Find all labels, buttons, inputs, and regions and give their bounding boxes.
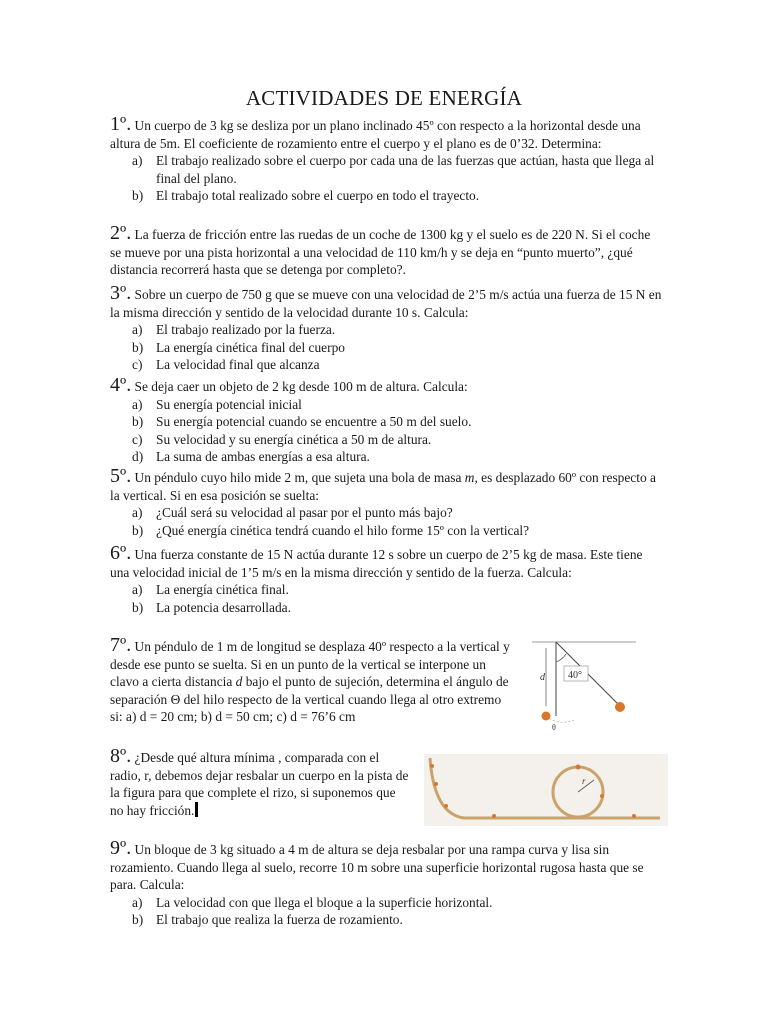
radius-label: r: [582, 776, 586, 786]
pendulum-figure: [528, 636, 640, 736]
question-text: La fuerza de fricción entre las ruedas de un coche de 1300 kg y el suelo es de 220 N. Si el coche se mueve por una pista horizontal a una velocidad de 110 km/h y se deja en “punto muerto”, ¿qué distancia recorrerá hasta que se detenga por completo?.: [110, 227, 651, 278]
question-5: [110, 465, 663, 539]
page-title: ACTIVIDADES DE ENERGÍA: [245, 86, 523, 110]
sub-question-text: La energía cinética final.: [156, 582, 289, 598]
question-text: bajo el punto de sujeción, determina el ángulo de separación Θ del hilo respecto de la vertical cuando llega al otro extremo si: a) d = 20 cm; b) d = 50 cm; c) d = 76’6 cm: [110, 674, 509, 725]
sub-question-text: El trabajo realizado sobre el cuerpo por cada una de las fuerzas que actúan, hasta que llega al final del plano.: [156, 153, 655, 186]
question-text: Un péndulo cuyo hilo mide 2 m, que sujeta una bola de masa: [131, 470, 465, 485]
sub-question-label: a): [132, 396, 143, 412]
sub-question: [110, 396, 663, 414]
sub-question-list: [110, 894, 663, 929]
question-8: [110, 745, 410, 819]
sub-question: [110, 152, 663, 187]
sub-question-label: b): [132, 414, 144, 430]
loop-track-figure: [424, 754, 668, 826]
question-7-statement: [110, 634, 515, 726]
sub-question: [110, 581, 663, 599]
theta-label: θ: [552, 723, 556, 732]
sub-question-text: Su energía potencial cuando se encuentre a 50 m del suelo.: [156, 414, 472, 430]
question-text: Un bloque de 3 kg situado a 4 m de altura se deja resbalar por una rampa curva y lisa sin rozamiento. Cuando llega al suelo, recorre 10 m sobre una superficie horizontal rugosa hasta que se para. Calcula:: [110, 842, 644, 893]
sub-question: [110, 356, 663, 374]
question-8-statement: [110, 745, 410, 819]
sub-question: [110, 339, 663, 357]
sub-question-label: c): [132, 357, 143, 373]
pendulum-ball-right: [615, 702, 625, 712]
question-3-statement: [110, 282, 663, 321]
sub-question-label: a): [132, 505, 143, 521]
question-2: [110, 222, 663, 279]
question-4-statement: [110, 374, 663, 396]
question-text: ¿Desde qué altura mínima , comparada con el radio, r, debemos dejar resbalar un cuerpo en la pista de la figura para que complete el rizo, si suponemos que no hay fricción.: [110, 750, 409, 818]
sub-question-text: El trabajo que realiza la fuerza de rozamiento.: [156, 912, 403, 928]
sub-question-list: [110, 396, 663, 466]
sub-question-text: La velocidad final que alcanza: [156, 357, 320, 373]
sub-question-label: a): [132, 153, 143, 169]
mass-symbol: m: [464, 470, 475, 485]
track-ball: [434, 782, 438, 786]
sub-question-text: ¿Cuál será su velocidad al pasar por el punto más bajo?: [156, 505, 453, 521]
question-9-statement: [110, 837, 663, 894]
sub-question-label: c): [132, 431, 143, 447]
sub-question-text: El trabajo realizado por la fuerza.: [156, 322, 336, 338]
sub-question-label: b): [132, 339, 144, 355]
sub-question: [110, 448, 663, 466]
question-text: Una fuerza constante de 15 N actúa durante 12 s sobre un cuerpo de 2’5 kg de masa. Este tiene una velocidad inicial de 1’5 m/s en la misma dirección y sentido de la fuerza. Calcula:: [110, 547, 643, 580]
sub-question: [110, 413, 663, 431]
sub-question: [110, 187, 663, 205]
angle-label: 40°: [568, 670, 582, 681]
track-ball: [576, 765, 581, 770]
question-number: 6º.: [110, 542, 132, 564]
question-text: Un péndulo de 1 m de longitud se desplaza 40º respecto a la vertical y desde ese punto se suelta. Si en un punto de la vertical se interpone un clavo a cierta distancia: [110, 639, 510, 690]
question-1-statement: [110, 113, 663, 152]
track-ball: [492, 814, 496, 818]
angle-arc: [556, 654, 566, 662]
question-number: 8º.: [110, 745, 132, 767]
distance-label: d: [540, 672, 545, 683]
sub-question: [110, 894, 663, 912]
sub-question-label: a): [132, 582, 143, 598]
sub-question-text: La energía cinética final del cuerpo: [156, 339, 345, 355]
sub-question: [110, 911, 663, 929]
question-2-statement: [110, 222, 663, 279]
question-6: [110, 542, 663, 616]
question-number: 4º.: [110, 374, 132, 396]
sub-question-label: b): [132, 599, 144, 615]
question-4: [110, 374, 663, 466]
sub-question: [110, 599, 663, 617]
question-text: Se deja caer un objeto de 2 kg desde 100 m de altura. Calcula:: [131, 379, 468, 394]
sub-question-text: El trabajo total realizado sobre el cuerpo en todo el trayecto.: [156, 188, 480, 204]
question-number: 1º.: [110, 113, 132, 135]
question-5-statement: [110, 465, 663, 504]
pendulum-ball-left: [542, 712, 551, 721]
sub-question: [110, 431, 663, 449]
sub-question-text: ¿Qué energía cinética tendrá cuando el hilo forme 15º con la vertical?: [156, 522, 530, 538]
track-ball: [632, 814, 636, 818]
question-number: 3º.: [110, 282, 132, 304]
sub-question: [110, 321, 663, 339]
sub-question-label: a): [132, 894, 143, 910]
sub-question-text: Su energía potencial inicial: [156, 396, 302, 412]
question-text: , es desplazado 60º con respecto a la vertical. Si en esa posición se suelta:: [110, 470, 656, 503]
distance-symbol: d: [235, 674, 243, 690]
track-ball: [430, 764, 434, 768]
figure-background: [424, 754, 668, 826]
sub-question-list: [110, 321, 663, 374]
text-cursor: [195, 802, 198, 817]
sub-question-text: La velocidad con que llega el bloque a la superficie horizontal.: [156, 894, 493, 910]
sub-question: [110, 504, 663, 522]
track-ball: [600, 794, 604, 798]
question-text: Un cuerpo de 3 kg se desliza por un plano inclinado 45º con respecto a la horizontal desde una altura de 5m. El coeficiente de rozamiento entre el cuerpo y el plano es de 0’32. Determina:: [110, 118, 641, 151]
question-number: 7º.: [110, 634, 132, 656]
sub-question-text: Su velocidad y su energía cinética a 50 m de altura.: [156, 431, 432, 447]
question-9: [110, 837, 663, 929]
question-number: 5º.: [110, 465, 132, 487]
sub-question-list: [110, 504, 663, 539]
sub-question-label: b): [132, 188, 144, 204]
sub-question-label: b): [132, 912, 144, 928]
sub-question: [110, 522, 663, 540]
sub-question-label: a): [132, 322, 143, 338]
sub-question-label: b): [132, 522, 144, 538]
question-1: [110, 113, 663, 205]
sub-question-list: [110, 581, 663, 616]
question-number: 2º.: [110, 222, 132, 244]
track-ball: [444, 804, 448, 808]
sub-question-label: d): [132, 449, 144, 465]
sub-question-list: [110, 152, 663, 205]
question-text: Sobre un cuerpo de 750 g que se mueve con una velocidad de 2’5 m/s actúa una fuerza de 15 N en la misma dirección y sentido de la velocidad durante 10 s. Calcula:: [110, 287, 662, 320]
question-number: 9º.: [110, 837, 132, 859]
question-7: [110, 634, 515, 726]
sub-question-text: La potencia desarrollada.: [156, 599, 291, 615]
question-3: [110, 282, 663, 374]
sub-question-text: La suma de ambas energías a esa altura.: [156, 449, 370, 465]
question-6-statement: [110, 542, 663, 581]
